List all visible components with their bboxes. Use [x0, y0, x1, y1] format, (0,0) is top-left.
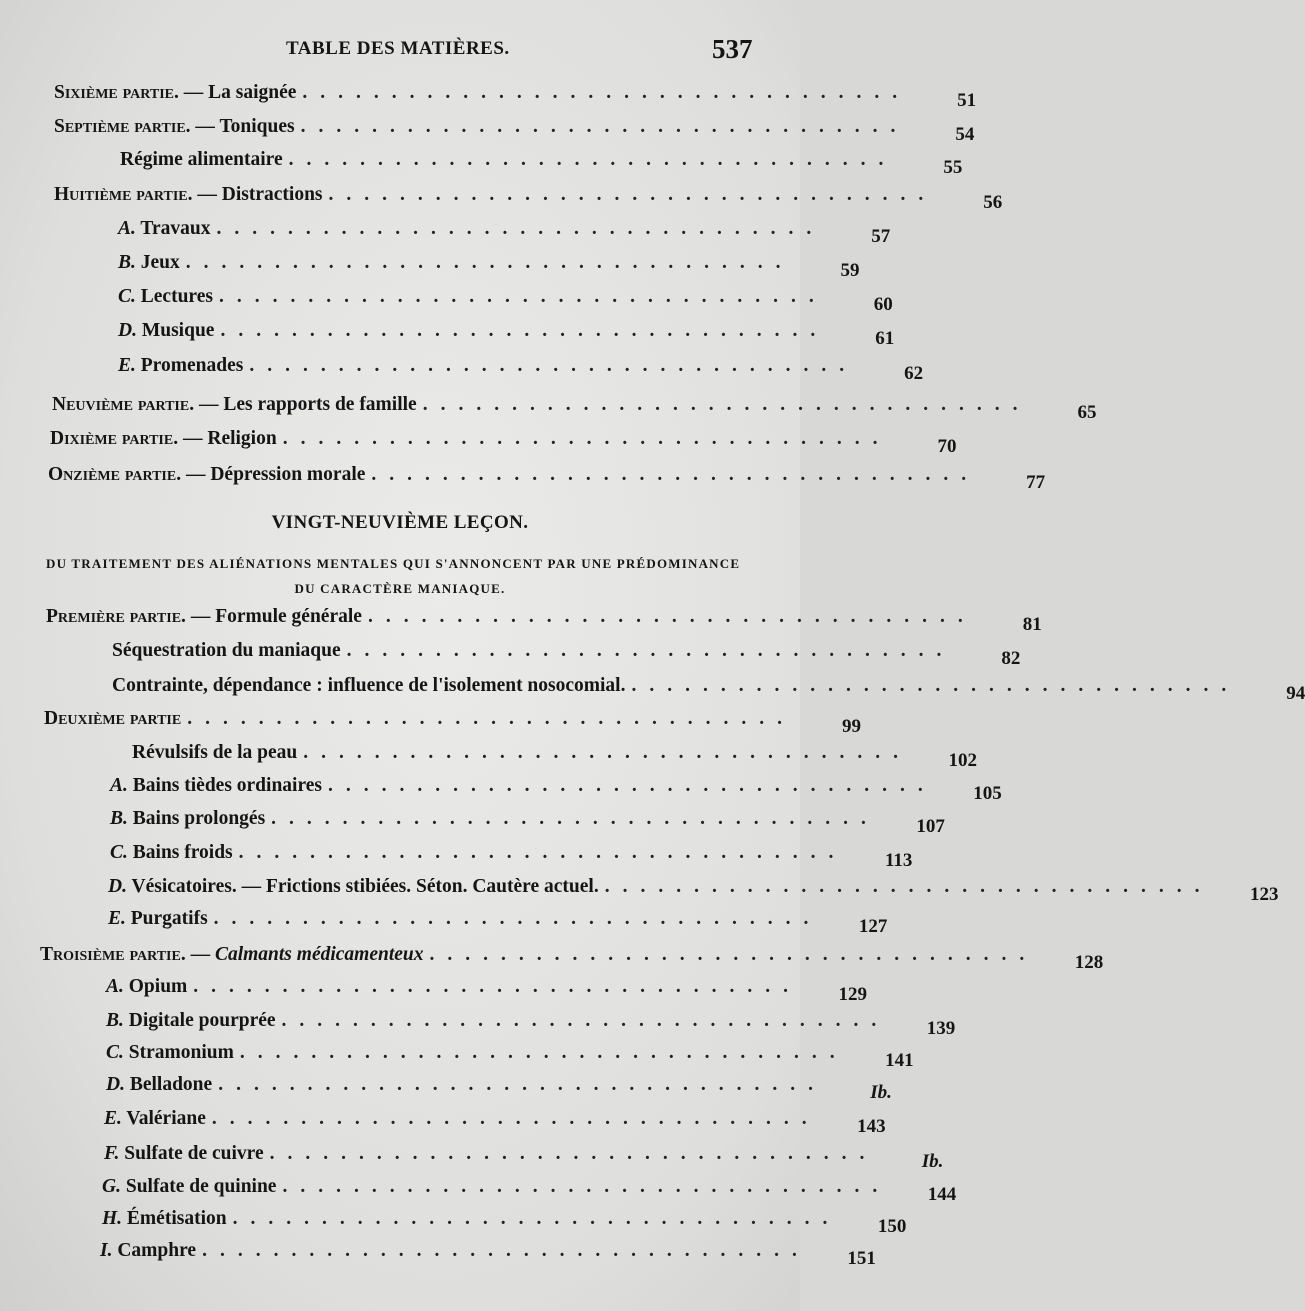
entry-title: Promenades [140, 355, 244, 376]
entry-page: 129 [838, 984, 868, 1005]
entry-page: 55 [943, 157, 963, 178]
entry-letter: D. [106, 1074, 125, 1095]
toc-entry-camphre [100, 1240, 876, 1272]
toc-entry-valeriane [104, 1108, 886, 1140]
entry-page: 61 [875, 328, 895, 349]
entry-letter: B. [118, 252, 136, 273]
dot-leader: .................................. [218, 1074, 826, 1095]
toc-entry-sulfate-quinine [102, 1176, 957, 1208]
entry-title: Camphre [117, 1240, 197, 1261]
toc-entry-dixieme-partie: Dixième partie. — Religion .................................. 70 [50, 428, 957, 457]
entry-title: Sulfate de quinine [125, 1176, 277, 1197]
page-header [0, 36, 800, 70]
toc-entry-sulfate-cuivre [104, 1143, 944, 1175]
entry-letter: D. [108, 876, 127, 897]
entry-page: 62 [904, 363, 924, 384]
part-label: Deuxième partie [44, 708, 182, 729]
entry-page: 51 [957, 90, 977, 111]
entry-letter: I. [100, 1240, 113, 1261]
entry-letter: A. [110, 775, 128, 796]
dot-leader: .................................. [187, 708, 795, 729]
entry-page: 139 [926, 1018, 956, 1039]
dot-leader: .................................. [371, 464, 980, 485]
entry-title: Travaux [140, 218, 211, 239]
dot-leader: .................................. [185, 252, 794, 273]
entry-title: Toniques [219, 116, 295, 137]
toc-entry-bains-prolonges [110, 808, 945, 840]
entry-title: Émétisation [126, 1208, 227, 1229]
toc-entry-troisieme-partie: Troisième partie. — Calmants médicamenteux .................................. 128 [40, 944, 1104, 973]
entry-title: Formule générale [215, 606, 362, 627]
entry-title: Bains froids [132, 842, 233, 863]
running-title: TABLE DES MATIÈRES. [286, 38, 510, 59]
entry-page: 107 [916, 816, 945, 837]
entry-letter: C. [118, 286, 136, 307]
entry-title: Les rapports de famille [223, 394, 417, 415]
entry-title: Valériane [126, 1108, 206, 1129]
toc-entry-contrainte [112, 675, 1305, 707]
entry-title: Bains prolongés [132, 808, 266, 829]
dot-leader: .................................. [346, 640, 955, 661]
entry-title: Vésicatoires. — Frictions stibiées. Séton. Cautère actuel. [131, 876, 599, 897]
entry-letter: G. [102, 1176, 121, 1197]
dot-leader: .................................. [422, 394, 1031, 415]
dot-leader: .................................. [300, 116, 909, 137]
toc-entry-musique [118, 320, 895, 352]
entry-page: 70 [937, 436, 957, 457]
entry-title: Opium [128, 976, 188, 997]
entry-page: 81 [1022, 614, 1042, 635]
part-label: Neuvième partie. [52, 394, 195, 415]
entry-page: 94 [1286, 683, 1305, 704]
dot-leader: .................................. [302, 82, 911, 103]
entry-page: 57 [871, 226, 891, 247]
entry-letter: A. [118, 218, 136, 239]
dot-leader: .................................. [604, 876, 1213, 897]
entry-title: Jeux [140, 252, 180, 273]
dot-leader: .................................. [232, 1208, 841, 1229]
entry-page: 128 [1074, 952, 1104, 973]
entry-page: 65 [1077, 402, 1097, 423]
dot-leader: .................................. [216, 218, 825, 239]
toc-entry-premiere-partie: Première partie. — Formule générale .................................. 81 [46, 606, 1042, 635]
dot-leader: .................................. [303, 742, 911, 763]
toc-entry-digitale [106, 1010, 956, 1042]
entry-letter: E. [108, 908, 126, 929]
part-label: Dixième partie. [50, 428, 179, 449]
toc-entry-vesicatoires [108, 876, 1279, 908]
entry-title: Dépression morale [210, 464, 366, 485]
dot-leader: .................................. [220, 320, 829, 341]
entry-page: 60 [873, 294, 893, 315]
toc-entry-deuxieme-partie [44, 708, 861, 740]
entry-letter: C. [110, 842, 128, 863]
entry-page: 56 [983, 192, 1003, 213]
entry-page: 141 [885, 1050, 914, 1071]
entry-letter: C. [106, 1042, 124, 1063]
entry-page: Ib. [870, 1082, 892, 1103]
toc-entry-stramonium [106, 1042, 914, 1074]
toc-entry-travaux [118, 218, 891, 250]
entry-title: Musique [141, 320, 215, 341]
dot-leader: .................................. [429, 944, 1038, 965]
dot-leader: .................................. [367, 606, 976, 627]
toc-entry-bains-froids [110, 842, 913, 874]
part-label: Septième partie. [54, 116, 191, 137]
dot-leader: .................................. [269, 1143, 878, 1164]
entry-title: Stramonium [128, 1042, 234, 1063]
part-label: Onzième partie. [48, 464, 182, 485]
entry-title: Sulfate de cuivre [124, 1143, 264, 1164]
entry-letter: E. [118, 355, 136, 376]
part-label: Huitième partie. [54, 184, 193, 205]
toc-entry-huitieme-partie: Huitième partie. — Distractions .................................. 56 [54, 184, 1003, 213]
entry-page: Ib. [921, 1151, 944, 1172]
toc-entry-sixieme-partie: Sixième partie. — La saignée .................................. 51 [54, 82, 977, 111]
entry-title: Séquestration du maniaque [112, 640, 341, 661]
dot-leader: .................................. [239, 1042, 848, 1063]
dot-leader: .................................. [282, 1176, 891, 1197]
entry-title: Belladone [129, 1074, 213, 1095]
lesson-subtitle: DU TRAITEMENT DES ALIÉNATIONS MENTALES QUI S'ANNONCENT PAR UNE PRÉDOMINANCE [46, 556, 741, 571]
part-label: Sixième partie. [54, 82, 179, 103]
entry-page: 102 [948, 750, 977, 771]
entry-letter: A. [106, 976, 124, 997]
dot-leader: .................................. [328, 184, 937, 205]
toc-entry-neuvieme-partie: Neuvième partie. — Les rapports de famille .................................. 65 [52, 394, 1097, 423]
dot-leader: .................................. [218, 286, 827, 307]
entry-title: Religion [207, 428, 277, 449]
lesson-title: VINGT-NEUVIÈME LEÇON. [271, 512, 529, 533]
dot-leader: .................................. [631, 675, 1240, 696]
entry-page: 105 [973, 783, 1002, 804]
entry-title: La saignée [208, 82, 297, 103]
toc-entry-lectures [118, 286, 893, 318]
dot-leader: .................................. [202, 1240, 810, 1261]
toc-entry-jeux [118, 252, 860, 284]
dot-leader: .................................. [281, 1010, 890, 1031]
toc-entry-purgatifs [108, 908, 888, 940]
dot-leader: .................................. [249, 355, 858, 376]
toc-entry-septieme-partie: Septième partie. — Toniques .................................. 54 [54, 116, 975, 145]
entry-page: 54 [955, 124, 975, 145]
dot-leader: .................................. [193, 976, 802, 997]
toc-entry-onzieme-partie: Onzième partie. — Dépression morale .................................. 77 [48, 464, 1046, 493]
entry-title: Révulsifs de la peau [132, 742, 298, 763]
page-number: 537 [712, 34, 753, 64]
dot-leader: .................................. [288, 149, 897, 170]
entry-letter: H. [102, 1208, 123, 1229]
toc-entry-promenades [118, 355, 924, 387]
entry-letter: E. [104, 1108, 122, 1129]
entry-page: 59 [840, 260, 860, 281]
dot-leader: .................................. [328, 775, 936, 796]
dot-leader: .................................. [282, 428, 891, 449]
entry-page: 99 [841, 716, 861, 737]
entry-title: Bains tièdes ordinaires [132, 775, 323, 796]
toc-entry-revulsifs [132, 742, 977, 774]
entry-title: Lectures [140, 286, 213, 307]
entry-title: Contrainte, dépendance : influence de l'isolement nosocomial. [112, 675, 626, 696]
dot-leader: .................................. [213, 908, 822, 929]
entry-page: 113 [884, 850, 913, 871]
entry-page: 143 [857, 1116, 886, 1137]
entry-page: 82 [1001, 648, 1021, 669]
entry-page: 77 [1026, 472, 1046, 493]
entry-title: Purgatifs [130, 908, 208, 929]
entry-letter: B. [110, 808, 128, 829]
dot-leader: .................................. [271, 808, 879, 829]
entry-title: Calmants médicamenteux [214, 944, 424, 965]
toc-entry-bains-tiedes [110, 775, 1002, 807]
part-label: Première partie. [46, 606, 186, 627]
toc-entry-opium [106, 976, 868, 1008]
entry-title: Régime alimentaire [120, 149, 283, 170]
toc-entry-regime-alimentaire [120, 149, 963, 181]
toc-entry-sequestration [112, 640, 1021, 672]
toc-entry-belladone [106, 1074, 892, 1106]
part-label: Troisième partie. [40, 944, 186, 965]
entry-letter: D. [118, 320, 137, 341]
entry-page: 127 [858, 916, 888, 937]
entry-page: 151 [847, 1248, 876, 1269]
entry-title: Distractions [221, 184, 323, 205]
dot-leader: .................................. [211, 1108, 820, 1129]
entry-title: Digitale pourprée [128, 1010, 276, 1031]
entry-page: 150 [877, 1216, 907, 1237]
toc-entry-emetisation [102, 1208, 907, 1240]
entry-page: 123 [1249, 884, 1279, 905]
dot-leader: .................................. [238, 842, 847, 863]
entry-letter: F. [104, 1143, 120, 1164]
entry-page: 144 [927, 1184, 957, 1205]
lesson-subtitle-continued: DU CARACTÈRE MANIAQUE. [294, 581, 506, 596]
entry-letter: B. [106, 1010, 124, 1031]
